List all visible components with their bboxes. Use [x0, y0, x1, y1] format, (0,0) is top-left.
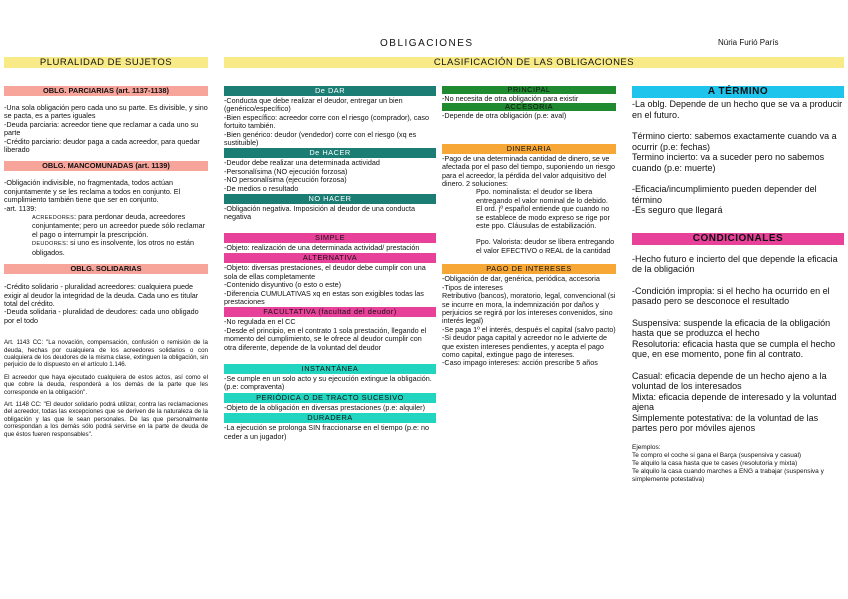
text-periodica: -Objeto de la obligación en diversas prestaciones (p.e: alquiler) — [224, 402, 425, 412]
text-acreedores — [4, 213, 208, 239]
text-intereses: -Obligación de dar, genérica, periódica, accesoria -Tipos de intereses Retributivo (bancos), moratorio, legal, convencional (si se incurre en mora, la indemnización por daños y perjuicios se regirá por los intereses convenidos, sino interés legal) -Se paga 1º el interés, después el capital (salvo pacto) -Si deudor paga capital y acreedor no le advierte de que existen intereses pendientes, y acepta el pago como capital, extingue pago de intereses. -Caso impago intereses: acción prescribe 5 años — [442, 274, 616, 368]
header-accesoria: ACCESORIA — [442, 103, 616, 111]
text-principal: -No necesita de otra obligación para existir — [442, 94, 579, 103]
header-condicionales: CONDICIONALES — [632, 233, 844, 245]
text-art1143b: El acreedor que haya ejecutado cualquiera de estos actos, así como el que cobre la deuda, responderá a los demás de la parte que les corresponde en la obligación". — [4, 373, 208, 396]
text-instantanea: -Se cumple en un solo acto y su ejecución extingue la obligación. (p.e: compraventa) — [224, 373, 432, 392]
author-name: Núria Furió París — [718, 38, 779, 47]
header-dineraria: DINERARIA — [442, 144, 616, 154]
band-pluralidad: PLURALIDAD DE SUJETOS — [4, 57, 208, 68]
header-no-hacer: NO HACER — [224, 194, 436, 204]
text-termino-3: -Eficacia/incumplimiento pueden depender del término -Es seguro que llegará — [632, 184, 817, 215]
text-termino-2: Término cierto: sabemos exactamente cuando va a ocurrir (p.e: fechas) Termino incierto: va a suceder pero no sabemos cuando (p.e: muerte) — [632, 131, 837, 173]
text-simple: -Objeto: realización de una determinada actividad/ prestación — [224, 242, 420, 252]
text-ppo-valorista: Ppo. Valorista: deudor se libera entregando el valor EFECTIVO o REAL de la cantidad — [476, 237, 615, 255]
label-ejemplos: Ejemplos: — [632, 443, 661, 451]
header-alternativa: ALTERNATIVA — [224, 253, 436, 263]
header-mancomunadas: OBLG. MANCOMUNADAS (art. 1139) — [4, 161, 208, 171]
text-deudores-body: : si uno es insolvente, los otros no están obligados. — [32, 238, 194, 257]
text-no-hacer: -Obligación negativa. Imposición al deudor de una conducta negativa — [224, 204, 415, 222]
header-parciarias: OBLG. PARCIARIAS (art. 1137-1138) — [4, 86, 208, 96]
text-ppo-nominalista: Ppo. nominalista: el deudor se libera entregando el valor nominal de lo debido. El ord. jº español entiende que cuando no se establece de modo expreso se rige por este ppo. Cláusulas de estabilización. — [476, 187, 610, 231]
header-simple: SIMPLE — [224, 233, 436, 243]
text-solidarias: -Crédito solidario - pluralidad acreedores: cualquiera puede exigir al deudor la integridad de la deuda. Cada uno es titular total del crédito. -Deuda solidaria - pluralidad de deudores: cada uno obligado por el todo — [4, 282, 199, 325]
header-solidarias: OBLG. SOLIDARIAS — [4, 264, 208, 274]
text-accesoria: -Depende de otra obligación (p.e: aval) — [442, 111, 567, 121]
header-principal: PRINCIPAL — [442, 86, 616, 94]
header-instantanea: INSTANTÁNEA — [224, 364, 436, 374]
text-hacer: -Deudor debe realizar una determinada actividad -Personalísima (NO ejecución forzosa) -NO personalísima (ejecución forzosa) -De medios o resultado — [224, 158, 380, 193]
column-middle — [224, 86, 436, 441]
header-intereses: PAGO DE INTERESES — [442, 264, 616, 274]
text-dineraria: -Pago de una determinada cantidad de dinero, se ve afectada por el paso del tiempo, suponiendo un riesgo para el acreedor, la pérdida del valor adquisitivo del dinero. 2 soluciones: — [442, 153, 616, 189]
text-art1143: Art. 1143 CC: "La novación, compensación, confusión o remisión de la deuda, hechas por cualquiera de los acreedores solidarios o con cualquiera de los deudores de la misma clase, extinguen la obligación, sin perjuicio de lo dispuesto en el artículo 1.146. — [4, 339, 208, 369]
label-acreedores: ACREEDORES — [32, 215, 75, 222]
text-deudores — [4, 239, 208, 257]
text-parciarias: -Una sola obligación pero cada uno su parte. Es divisible, y sino se pacta, es a partes iguales -Deuda parciaria: acreedor tiene que reclamar a cada uno su parte -Crédito parciario: deudor paga a cada acreedor, para quedar liberado — [4, 103, 208, 155]
text-termino-1: -La oblg. Depende de un hecho que se va a producir en el futuro. — [632, 99, 843, 120]
text-alternativa: -Objeto: diversas prestaciones, el deudor debe cumplir con una sola de ellas completamente -Contenido disyuntivo (o esto o este) -Diferencia CUMULATIVAS xq en estas son exigibles todas las prestaciones — [224, 263, 426, 306]
column-left — [4, 86, 208, 438]
text-ejemplos: Te compro el coche si gana el Barça (suspensiva y casual) Te alquilo la casa hasta que te cases (resolutoria y mixta) Te alquilo la casa cuando marches a ENG a trabajar (suspensiva y simplemente potestativa) — [632, 451, 824, 483]
text-acreedores-body: : para perdonar deuda, acreedores conjuntamente; pero un acreedor puede sólo reclamar el pago o interrumpir la prescripción. — [32, 212, 206, 239]
text-cond-1: -Hecho futuro e incierto del que depende la eficacia de la obligación — [632, 253, 838, 274]
header-dar: De DAR — [224, 86, 436, 96]
header-facultativa: FACULTATIVA (facultad del deudor) — [224, 307, 436, 317]
text-dar: -Conducta que debe realizar el deudor, entregar un bien (genérico/específico) -Bien específico: acreedor corre con el riesgo (comprador), caso fortuito también. -Bien genérico: deudor (vendedor) corre con el riesgo (xq es sustituible) — [224, 96, 429, 148]
column-right — [632, 86, 844, 484]
text-cond-2: -Condición impropia: si el hecho ha ocurrido en el pasado pero se desconoce el resultado — [632, 285, 830, 306]
header-periodica: PERIÓDICA O DE TRACTO SUCESIVO — [224, 393, 436, 403]
band-clasificacion: CLASIFICACIÓN DE LAS OBLIGACIONES — [224, 57, 844, 68]
text-duradera: -La ejecución se prolonga SIN fraccionarse en el tiempo (p.e: no ceder a un jugador) — [224, 423, 429, 441]
text-art1148: Art. 1148 CC: "El deudor solidario podrá utilizar, contra las reclamaciones del acreedor, todas las excepciones que se deriven de la naturaleza de la obligación y las que le sean personales. De las que personalmente correspondan a los demás sólo podrá servirse en la parte de deuda de que éstos fueren responsables". — [4, 400, 208, 438]
text-facultativa: -No regulada en el CC -Desde el principio, en el contrato 1 sola prestación, llegando el momento del cumplimiento, se le ofrece al deudor cumplir con otra diferente, depende de la voluntad del deudor — [224, 317, 427, 352]
header-hacer: De HACER — [224, 148, 436, 158]
text-mancomunadas: -Obligación indivisible, no fragmentada, todos actúan conjuntamente y se les reclama a todos en conjunto. El cumplimiento también tiene que ser en conjunto. -art. 1139: — [4, 178, 181, 213]
text-cond-4: Casual: eficacia depende de un hecho ajeno a la voluntad de los interesados Mixta: eficacia depende de interesado y la voluntad ajena Simplemente potestativa: de la voluntad de las partes pero por móviles ajenos — [632, 370, 837, 433]
column-third — [442, 86, 616, 368]
header-duradera: DURADERA — [224, 413, 436, 423]
document-title: OBLIGACIONES — [380, 38, 474, 49]
label-deudores: DEUDORES — [32, 241, 67, 248]
text-cond-3: Suspensiva: suspende la eficacia de la obligación hasta que se produzca el hecho Resolutoria: eficacia hasta que se cumpla el hecho que, en ese momento, pone fin al contrato. — [632, 317, 836, 359]
header-termino: A TÉRMINO — [632, 86, 844, 98]
